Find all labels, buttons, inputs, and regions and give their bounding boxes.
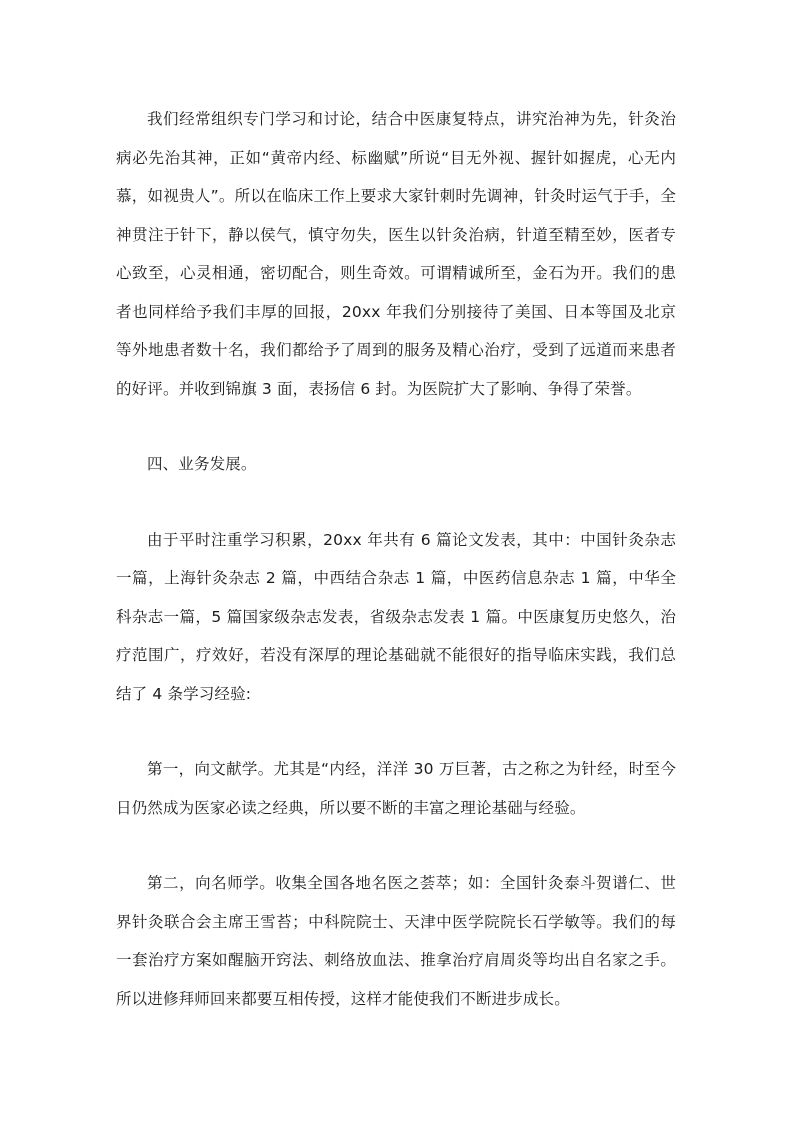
paragraph-patient-care: 我们经常组织专门学习和讨论，结合中医康复特点，讲究治神为先，针灸治病必先治其神，正如“黄帝内经、标幽赋”所说“目无外视、握针如握虎，心无内慕，如视贵人”。所以在临床工作上要求大家针刺时先调神，针灸时运气于手，全神贯注于针下，静以侯气，慎守勿失，医生以针灸治病，针道至精至妙，医者专心致至，心灵相通，密切配合，则生奇效。可谓精诚所至，金石为开。我们的患者也同样给予我们丰厚的回报，20xx 年我们分别接待了美国、日本等国及北京等外地患者数十名，我们都给予了周到的服务及精心治疗，受到了远道而来患者的好评。并收到锦旗 3 面，表扬信 6 封。为医院扩大了影响、争得了荣誉。 [116, 110, 676, 398]
paragraph-learn-from-masters: 第二，向名师学。收集全国各地名医之荟萃；如：全国针灸泰斗贺谱仁、世界针灸联合会主席王雪苔；中科院院士、天津中医学院院长石学敏等。我们的每一套治疗方案如醒脑开窍法、刺络放血法、推拿治疗肩周炎等均出自名家之手。所以进修拜师回来都要互相传授，这样才能使我们不断进步成长。 [116, 874, 676, 1008]
paragraph-learn-from-literature: 第一，向文献学。尤其是“内经，洋洋 30 万巨著，古之称之为针经，时至今日仍然成为医家必读之经典，所以要不断的丰富之理论基础与经验。 [116, 760, 676, 817]
section-heading-business-development: 四、业务发展。 [147, 455, 257, 473]
document-body [116, 100, 676, 1018]
paragraph-publications: 由于平时注重学习积累，20xx 年共有 6 篇论文发表，其中：中国针灸杂志一篇，上海针灸杂志 2 篇，中西结合杂志 1 篇，中医药信息杂志 1 篇，中华全科杂志一篇，5 篇国家级杂志发表，省级杂志发表 1 篇。中医康复历史悠久，治疗范围广，疗效好，若没有深厚的理论基础就不能很好的指导临床实践，我们总结了 4 条学习经验: [116, 530, 676, 703]
